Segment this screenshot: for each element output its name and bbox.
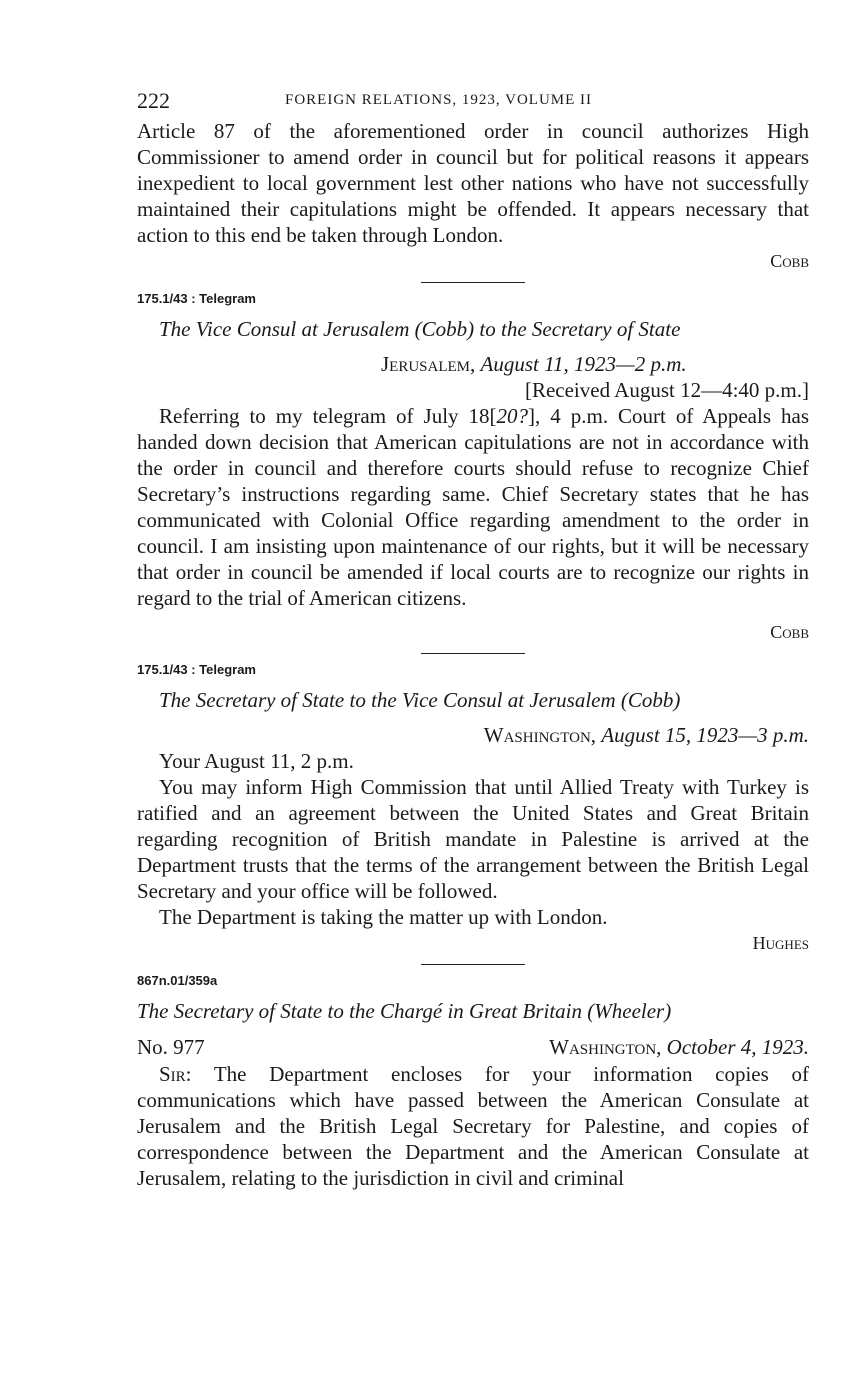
file-reference: 175.1/43 : Telegram [137,662,256,677]
page-number: 222 [137,88,170,113]
body-editorial-note: 20? [496,404,529,428]
running-title: FOREIGN RELATIONS, 1923, VOLUME II [285,92,593,108]
section-divider [421,964,525,965]
dateline-place: Washington, [483,723,597,747]
document-title: The Secretary of State to the Chargé in Great Britain (Wheeler) [137,999,672,1023]
dateline [137,351,809,377]
letter-number: No. 977 [137,1035,205,1059]
document-title: The Secretary of State to the Vice Consul at Jerusalem (Cobb) [159,688,681,712]
telegram-body [137,403,809,611]
dateline-date: October 4, 1923. [666,1035,809,1059]
letter-body [137,1061,809,1191]
received-line: [Received August 12—4:40 p.m.] [524,378,809,402]
letter-text: The Department encloses for your information copies of communications which have passed between the American Consulate at Jerusalem and the British Legal Secretary for Palestine, and copies of correspondence between the Department and the American Consulate at Jerusalem, relating to the jurisdiction in civil and criminal [137,1062,810,1190]
document-page [137,86,809,1191]
section-divider [421,282,525,283]
signature-hughes: Hughes [752,933,809,953]
salutation: Sir: [159,1062,192,1086]
body-end: ], 4 p.m. Court of Appeals has handed down decision that American capitulations are not in accordance with the order in council and therefore courts should refuse to recognize Chief Secretary’s instructions regarding same. Chief Secretary states that he has communicated with Colonial Office regarding amendment to the order in council. I am insisting upon maintenance of our rights, but it will be necessary that order in council be amended if local courts are to recognize our rights in regard to the trial of American citizens. [137,404,809,610]
body-start: Referring to my telegram of July 18[ [159,404,497,428]
section-divider [421,653,525,654]
signature-cobb: Cobb [770,622,809,642]
dateline-place: Jerusalem, [381,352,476,376]
intro-paragraph: Article 87 of the aforementioned order in council authorizes High Commissioner to amend order in council but for political reasons it appears inexpedient to local government lest other nations who have not successfully maintained their capitulations might be offended. It appears necessary that action to this end be taken through London. [137,119,809,247]
dateline [137,722,809,748]
running-head [137,86,809,118]
dateline-date: August 11, 1923—2 p.m. [480,352,687,376]
telegram-reference: Your August 11, 2 p.m. [159,749,354,773]
telegram-closing: The Department is taking the matter up with London. [159,905,608,929]
letter-header [137,1033,809,1061]
dateline-place: Washington, [549,1035,662,1059]
dateline-date: August 15, 1923—3 p.m. [601,723,809,747]
document-title: The Vice Consul at Jerusalem (Cobb) to the Secretary of State [159,317,681,341]
file-reference: 175.1/43 : Telegram [137,291,256,306]
telegram-body: You may inform High Commission that until Allied Treaty with Turkey is ratified and an agreement between the United States and Great Britain regarding recognition of British mandate in Palestine is arrived at the Department trusts that the terms of the arrangement between the British Legal Secretary and your office will be followed. [137,775,809,903]
file-reference: 867n.01/359a [137,973,218,988]
dateline [549,1033,809,1061]
signature-cobb: Cobb [770,251,809,271]
